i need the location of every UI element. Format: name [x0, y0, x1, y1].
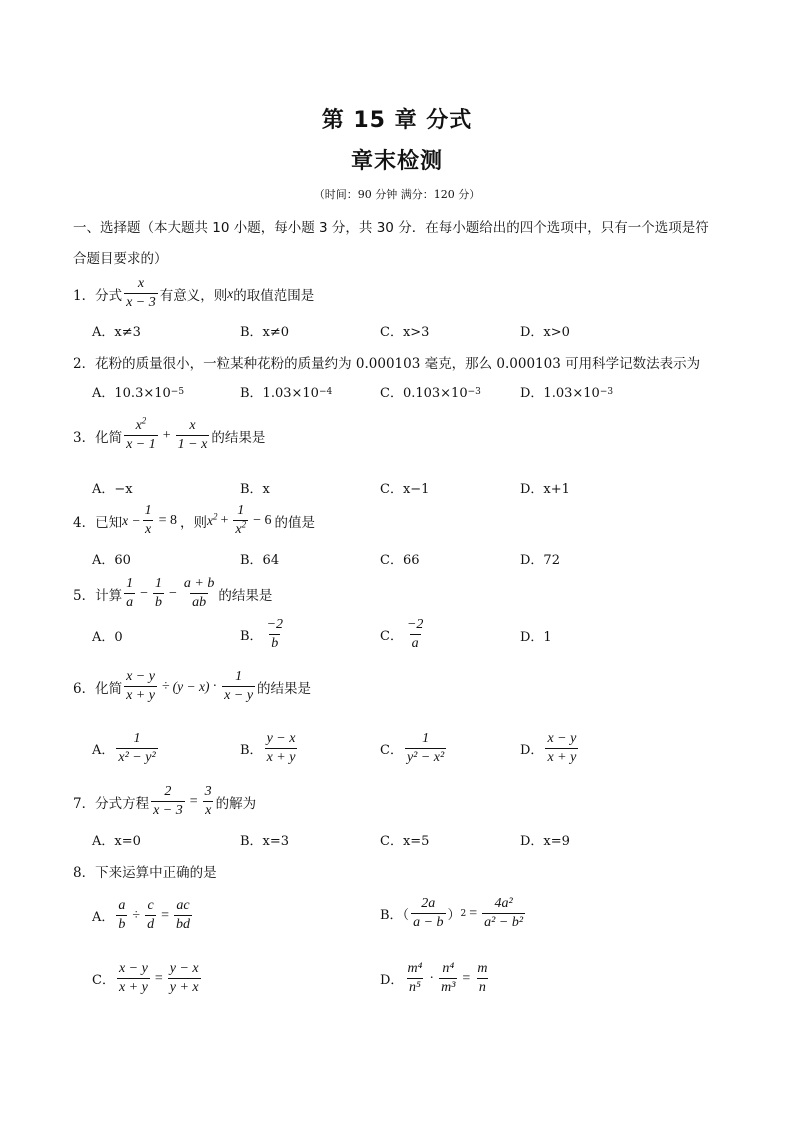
option-b: B．（ $\frac{2a}{a - b}$ ） 2 = $\frac{\text{4a²}}{\text{a² − b²}}$	[380, 896, 524, 930]
option-a: A．60	[92, 553, 131, 568]
question-text: 的结果是	[211, 429, 266, 446]
question-number: 7．	[73, 795, 96, 812]
question-7: 7． 分式方程 $\frac{2}{x - 3}$ = $\frac{3}{x}$ 的解为	[73, 784, 257, 818]
option-d: D．1.03×10 −3	[520, 386, 614, 401]
fraction: $\frac{1}{x}$	[144, 503, 152, 537]
option-d: D．1	[520, 630, 552, 645]
option-d: D．72	[520, 553, 560, 568]
question-5: 5． 计算 $\frac{1}{a}$ − $\frac{1}{b}$ − $\frac{a + b}{ab}$ 的结果是	[73, 576, 273, 610]
chapter-title: 第 15 章 分式	[321, 108, 473, 133]
chapter-subtitle: 章末检测	[350, 149, 443, 174]
option-b: B．1.03×10 −4	[240, 386, 333, 401]
fraction: $\frac{1}{a}$	[126, 576, 134, 610]
option-a: A．10.3×10 −5	[92, 386, 185, 401]
question-number: 3．	[73, 429, 96, 446]
option-a: A． $\frac{1}{\text{x² − y²}}$	[92, 731, 156, 765]
question-number: 6．	[73, 680, 96, 697]
question-2	[73, 352, 700, 372]
question-text: 花粉的质量很小，一粒某种花粉的质量约为 0.000103 毫克，那么 0.000103 可用科学记数法表示为	[95, 356, 701, 372]
question-text: 已知	[95, 514, 123, 531]
question-text: 计算	[95, 587, 123, 604]
fraction: $\frac{x}{x - 3}$	[126, 276, 156, 310]
question-text: 的取值范围是	[233, 287, 315, 304]
variable: x	[227, 285, 234, 301]
fraction: $\frac{x}{1 - x}$	[177, 418, 208, 452]
fraction: $\frac{1}{x^2}$	[235, 503, 247, 537]
option-b: B．x=3	[240, 834, 290, 849]
option-c: C． $\frac{-2}{a}$	[380, 617, 424, 651]
question-text: 化简	[95, 429, 123, 446]
question-3: 3． 化简 $\frac{x^2}{x - 1}$ + $\frac{x}{1 - x}$ 的结果是	[73, 415, 266, 452]
option-c: C．x−1	[380, 482, 430, 497]
option-d: D．x+1	[520, 482, 570, 497]
option-d: D．x>0	[520, 325, 570, 340]
option-b: B．64	[240, 553, 280, 568]
fraction: $\frac{x^2}{x - 1}$	[126, 415, 156, 452]
fraction: $\frac{x - y}{x + y}$	[126, 669, 155, 703]
question-number: 5．	[73, 587, 96, 604]
question-text: 有意义，则	[159, 287, 228, 304]
question-number: 2．	[73, 356, 96, 372]
option-c: C．0.103×10 −3	[380, 386, 481, 401]
question-number: 8．	[73, 865, 96, 881]
option-d: D．x=9	[520, 834, 570, 849]
fraction: $\frac{3}{x}$	[204, 784, 212, 818]
time-note: （时间：90 分钟 满分：120 分）	[313, 188, 481, 201]
option-d: D． $\frac{\text{m⁴}}{\text{n⁵}}$ · $\frac{\text{n⁴}}{\text{m³}}$ = $\frac{m}{n}$	[380, 961, 488, 995]
question-number: 1．	[73, 287, 96, 304]
question-6: 6． 化简 $\frac{x - y}{x + y}$ ÷ (y − x) · $\frac{1}{x - y}$ 的结果是	[73, 669, 312, 703]
question-1	[73, 276, 314, 311]
option-b: B．x	[240, 482, 270, 497]
question-number: 4．	[73, 514, 96, 531]
option-a: A．x=0	[92, 834, 141, 849]
question-text: 分式	[95, 287, 123, 304]
option-a: A．−x	[92, 482, 133, 497]
option-a: A．x≠3	[92, 325, 141, 340]
section-intro-line2: 合题目要求的）	[73, 251, 168, 267]
question-text: 下来运算中正确的是	[95, 865, 217, 881]
section-intro-line1: 一、选择题（本大题共 10 小题，每小题 3 分，共 30 分．在每小题给出的四个选项中，只有一个选项是符	[73, 220, 709, 236]
question-text: 分式方程	[95, 795, 150, 812]
option-c: C．66	[380, 553, 420, 568]
option-b: B． $\frac{-2}{b}$	[240, 617, 284, 651]
option-c: C．x=5	[380, 834, 430, 849]
fraction: $\frac{2}{x - 3}$	[153, 784, 183, 818]
fraction: $\frac{1}{x - y}$	[224, 669, 254, 703]
option-c: C．x>3	[380, 325, 430, 340]
option-c: C． $\frac{1}{\text{y² − x²}}$	[380, 731, 445, 765]
option-b: B． $\frac{y - x}{x + y}$	[240, 731, 296, 765]
question-8	[73, 861, 217, 881]
question-text: 化简	[95, 680, 123, 697]
option-d: D． $\frac{x - y}{x + y}$	[520, 731, 577, 765]
option-a: A．0	[92, 630, 123, 645]
fraction: $\frac{a + b}{ab}$	[183, 576, 215, 610]
option-a: A． $\frac{a}{b}$ ÷ $\frac{c}{d}$ = $\frac{ac}{bd}$	[92, 898, 190, 932]
fraction: $\frac{1}{b}$	[155, 576, 162, 610]
option-b: B．x≠0	[240, 325, 290, 340]
question-4: 4． 已知 x − $\frac{1}{x}$ = 8 ，则 $x^2$ + $\frac{1}{x^2}$ − 6 的值是	[73, 503, 316, 537]
option-c: C． $\frac{x - y}{x + y}$ = $\frac{y - x}{y + x}$	[92, 961, 199, 995]
